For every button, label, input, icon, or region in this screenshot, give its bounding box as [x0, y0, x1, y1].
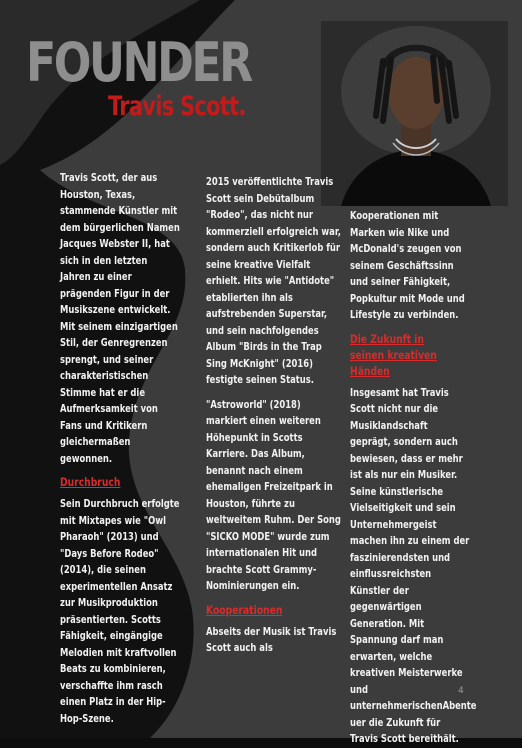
brand-cooperations-paragraph: Kooperationen mit Marken wie Nike und McDonald's zeugen von seinem Geschäftssinn und seiner Fähigkeit, Popkultur mit Mode und Lifestyle zu verbinden.	[350, 210, 465, 321]
astroworld-paragraph: "Astroworld" (2018) markiert einen weiteren Höhepunkt in Scotts Karriere. Das Album, benannt nach einem ehemaligen Freizeitpark in Houston, führte zu weltweitem Ruhm. Der Song "SICKO MODE" wurde zum internationalen Hit und brachte Scott Grammy-Nominierungen ein.	[206, 398, 341, 592]
durchbruch-paragraph: Sein Durchbruch erfolgte mit Mixtapes wie "Owl Pharaoh" (2013) und "Days Before Rodeo" (2014), die seinen experimentellen Ansatz zur Musikproduktion präsentierten. Scotts Fähigkeit, eingängige Melodien mit kraftvollen Beats zu kombinieren, verschaffte ihm rasch einen Platz in der Hip-Hop-Szene.	[60, 498, 180, 725]
article-column-3	[350, 208, 477, 748]
zukunft-paragraph: Insgesamt hat Travis Scott nicht nur die Musiklandschaft geprägt, sondern auch bewiesen, dass er mehr ist als nur ein Musiker. Seine künstlerische Vielseitigkeit und sein Unternehmergeist machen ihn zu einem der faszinierendsten und einflussreichsten Künstler der gegenwärtigen Generation. Mit Spannung darf man erwarten, welche kreativen Meisterwerke und unternehmerischenAbente uer die Zukunft für Travis Scott bereithält.	[350, 386, 477, 745]
section-heading-kooperationen: Kooperationen	[206, 602, 283, 617]
article-column-1	[60, 170, 196, 727]
artist-photo	[321, 21, 508, 206]
section-heading-durchbruch: Durchbruch	[60, 475, 121, 489]
kooperationen-paragraph: Abseits der Musik ist Travis Scott auch als	[206, 625, 337, 654]
section-heading-zukunft: Die Zukunft in seinen kreativen Händen	[350, 331, 437, 378]
artist-name: Travis Scott.	[108, 91, 246, 122]
intro-paragraph: Travis Scott, der aus Houston, Texas, stammende Künstler mit dem bürgerlichen Namen Jacques Webster II, hat sich in den letzten Jahren zu einer prägenden Figur in der Musikszene entwickelt. Mit seinem einzigartigen Stil, der Genregrenzen sprengt, und seiner charakteristischen Stimme hat er die Aufmerksamkeit von Fans und Kritikern gleichermaßen gewonnen.	[60, 172, 180, 465]
portrait-photo-icon	[321, 21, 508, 206]
page-number: 4	[458, 686, 464, 696]
page-title: FOUNDER	[26, 31, 251, 94]
article-column-2	[206, 174, 342, 657]
rodeo-paragraph: 2015 veröffentlichte Travis Scott sein Debütalbum "Rodeo", das nicht nur kommerziell erfolgreich war, sondern auch Kritikerlob für seine kreative Vielfalt erhielt. Hits wie "Antidote" etablierten ihn als aufstrebenden Superstar, und sein nachfolgendes Album "Birds in the Trap Sing McKnight" (2016) festigte seinen Status.	[206, 176, 341, 386]
